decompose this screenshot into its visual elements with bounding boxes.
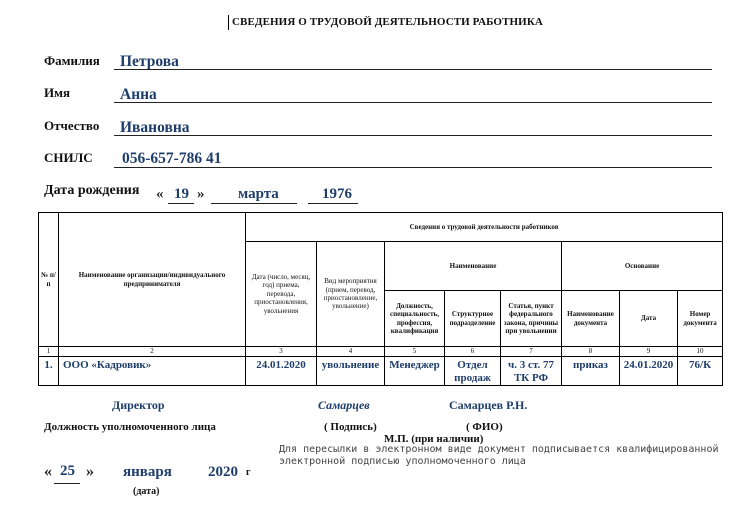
birth-day[interactable]: 19 — [174, 186, 189, 202]
snils-label: СНИЛС — [44, 150, 93, 165]
employment-table — [38, 212, 723, 386]
col-department-header: Структурное подразделение — [445, 291, 501, 347]
date-day[interactable]: 25 — [60, 463, 75, 479]
birth-day-underline — [168, 203, 194, 204]
name-underline — [114, 102, 712, 103]
col-org-header: Наименование организации/индивидуального предпринимателя — [59, 213, 246, 347]
row-doc-date[interactable]: 24.01.2020 — [620, 357, 678, 386]
birth-year[interactable]: 1976 — [322, 186, 352, 202]
name-label: Имя — [44, 85, 70, 100]
row-date[interactable]: 24.01.2020 — [246, 357, 317, 386]
col-article-header: Статья, пункт федерального закона, причины при увольнении — [501, 291, 562, 347]
birth-close-quote: » — [197, 186, 205, 202]
surname-underline — [114, 69, 712, 70]
date-day-underline — [54, 483, 80, 484]
position-caption: Должность уполномоченного лица — [44, 421, 216, 433]
row-doc-name[interactable]: приказ — [562, 357, 620, 386]
birth-month-underline — [211, 203, 297, 204]
table-row — [39, 357, 723, 386]
date-year-suffix: г — [246, 467, 251, 478]
signer-signature[interactable]: Самарцев — [318, 398, 370, 412]
patronymic-label: Отчество — [44, 118, 100, 133]
col-index: 3 — [246, 347, 317, 357]
row-org[interactable]: ООО «Кадровик» — [59, 357, 246, 386]
col-doc-date-header: Дата — [620, 291, 678, 347]
name-value[interactable]: Анна — [120, 86, 157, 103]
col-event-header: Вид мероприятия (прием, перевод, приостановление, увольнение) — [317, 242, 385, 347]
row-number[interactable]: 1. — [39, 357, 59, 386]
birth-date-label: Дата рождения — [44, 183, 140, 198]
birth-month[interactable]: марта — [238, 186, 279, 202]
date-caption: (дата) — [133, 486, 160, 497]
col-index: 9 — [620, 347, 678, 357]
row-article[interactable]: ч. 3 ст. 77 ТК РФ — [501, 357, 562, 386]
birth-year-underline — [308, 203, 358, 204]
table-top-header: Сведения о трудовой деятельности работников — [246, 213, 723, 242]
signature-caption: ( Подпись) — [324, 421, 377, 433]
document-title-text: СВЕДЕНИЯ О ТРУДОВОЙ ДЕЯТЕЛЬНОСТИ РАБОТНИКА — [232, 16, 543, 28]
patronymic-underline — [114, 135, 712, 136]
col-position-header: Должность, специальность, профессия, квалификация — [385, 291, 445, 347]
col-index: 1 — [39, 347, 59, 357]
group-name-header: Наименование — [385, 242, 562, 291]
date-close-quote: » — [86, 463, 94, 480]
surname-label: Фамилия — [44, 53, 100, 68]
col-number-header: № п/п — [39, 213, 59, 347]
row-event[interactable]: увольнение — [317, 357, 385, 386]
electronic-signature-note: Для пересылки в электронном виде документ подписывается квалифицированной электронной подписью уполномоченного лица — [279, 444, 719, 467]
row-position[interactable]: Менеджер — [385, 357, 445, 386]
row-doc-number[interactable]: 76/К — [678, 357, 723, 386]
birth-open-quote: « — [156, 186, 164, 202]
col-index: 4 — [317, 347, 385, 357]
signer-position[interactable]: Директор — [112, 398, 165, 412]
col-index: 10 — [678, 347, 723, 357]
col-doc-number-header: Номер документа — [678, 291, 723, 347]
col-index: 7 — [501, 347, 562, 357]
col-index: 2 — [59, 347, 246, 357]
document-title — [232, 14, 543, 29]
text-cursor — [228, 15, 229, 30]
signer-name[interactable]: Самарцев Р.Н. — [449, 398, 528, 412]
row-department[interactable]: Отдел продаж — [445, 357, 501, 386]
date-month[interactable]: января — [123, 464, 172, 480]
date-open-quote: « — [44, 463, 52, 480]
patronymic-value[interactable]: Ивановна — [120, 119, 190, 136]
snils-underline — [114, 167, 712, 168]
group-basis-header: Основание — [562, 242, 723, 291]
date-year[interactable]: 2020 — [208, 464, 238, 480]
col-index: 6 — [445, 347, 501, 357]
col-doc-name-header: Наименование документа — [562, 291, 620, 347]
snils-value[interactable]: 056-657-786 41 — [122, 150, 222, 167]
fio-caption: ( ФИО) — [466, 421, 503, 433]
col-index: 5 — [385, 347, 445, 357]
col-date-header: Дата (число, месяц, год) приема, перевода, приостановления, увольнения — [246, 242, 317, 347]
col-index: 8 — [562, 347, 620, 357]
stamp-caption: М.П. (при наличии) — [384, 433, 484, 445]
surname-value[interactable]: Петрова — [120, 53, 179, 70]
